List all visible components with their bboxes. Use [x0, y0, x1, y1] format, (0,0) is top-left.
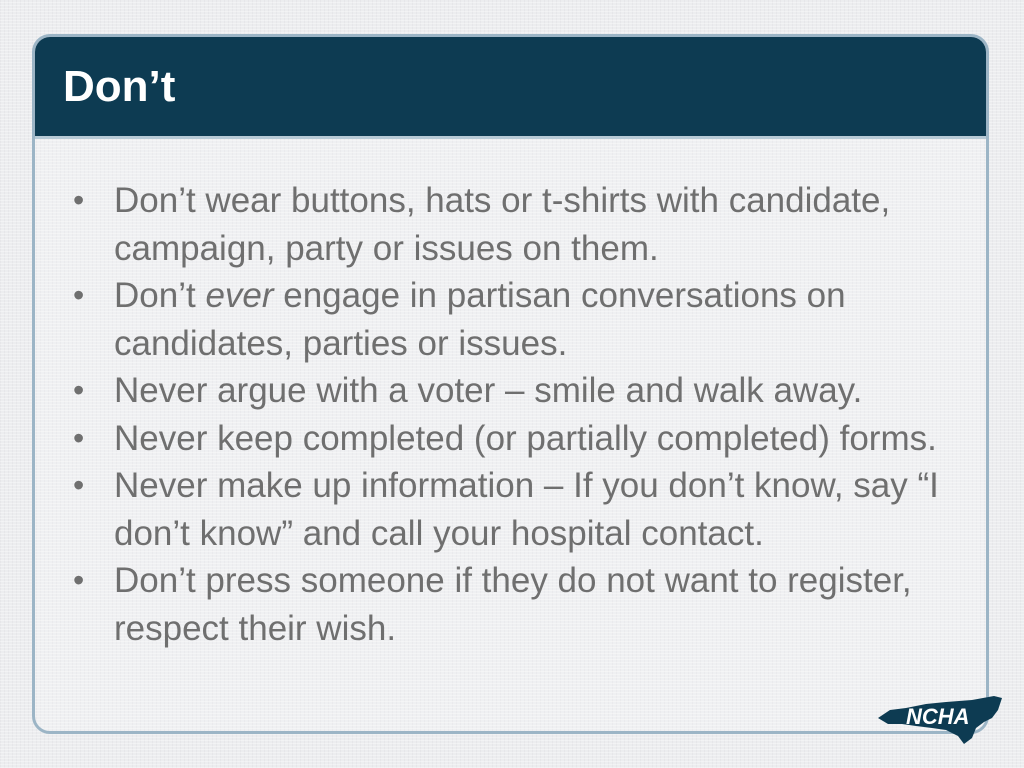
- bullet-item-3: [69, 367, 969, 415]
- bullet-text-5: Never make up information – If you don’t know, say “I don’t know” and call your hospital contact.: [114, 466, 939, 553]
- bullet-text-2-post: engage in partisan conversations on candidates, parties or issues.: [114, 276, 846, 363]
- bullet-item-6: [69, 557, 969, 652]
- bullet-item-4: [69, 415, 969, 463]
- bullet-marker: •: [73, 467, 85, 503]
- title-bar: [35, 37, 986, 139]
- bullet-item-2: [69, 272, 969, 367]
- slide-frame: [32, 34, 989, 734]
- bullet-marker: •: [73, 372, 85, 408]
- logo-text: NCHA: [906, 704, 970, 729]
- bullet-item-1: [69, 177, 969, 272]
- bullet-text-6: Don’t press someone if they do not want to register, respect their wish.: [114, 561, 912, 648]
- bullet-marker: •: [73, 419, 85, 456]
- bullet-text-2-pre: Don’t: [114, 276, 206, 315]
- bullet-marker: •: [73, 182, 85, 218]
- ncha-logo: [876, 688, 1004, 746]
- bullet-text-3: Never argue with a voter – smile and walk away.: [114, 371, 863, 410]
- bullet-text-1: Don’t wear buttons, hats or t-shirts with candidate, campaign, party or issues on them.: [114, 181, 891, 268]
- bullet-marker: •: [73, 277, 85, 313]
- bullet-item-5: [69, 462, 969, 557]
- bullet-text-4: Never keep completed (or partially completed) forms.: [114, 418, 937, 458]
- bullet-list: [69, 177, 969, 652]
- bullet-marker: •: [73, 562, 85, 598]
- bullet-text-2-emphasis: ever: [205, 276, 274, 315]
- slide-title: Don’t: [63, 62, 176, 111]
